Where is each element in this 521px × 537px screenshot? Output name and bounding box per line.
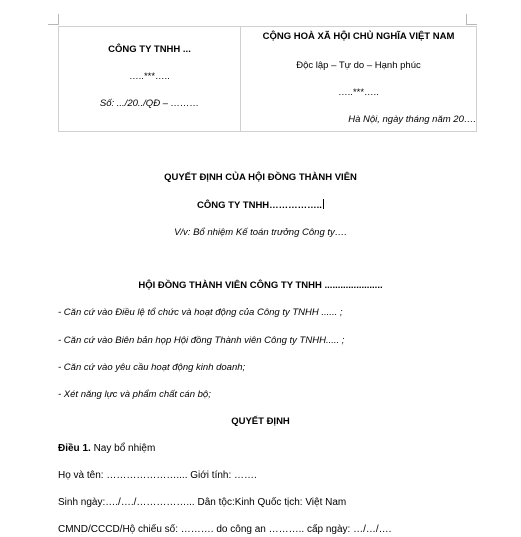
board-heading: HỘI ĐỒNG THÀNH VIÊN CÔNG TY TNHH ...................... bbox=[138, 280, 383, 291]
issue-date: Hà Nội, ngày tháng năm 20…. bbox=[348, 114, 476, 125]
header-table bbox=[58, 26, 477, 132]
stars-divider-left: …..***….. bbox=[129, 71, 170, 82]
article-1-label: Điều 1. bbox=[58, 443, 91, 454]
decision-title: QUYẾT ĐỊNH CỦA HỘI ĐỒNG THÀNH VIÊN bbox=[164, 172, 357, 183]
decision-company: CÔNG TY TNHH…………….. bbox=[197, 200, 322, 211]
crop-mark-top-right bbox=[466, 14, 477, 25]
field-line: Họ và tên: ………………….... Giới tính: ……. bbox=[58, 470, 257, 481]
stars-divider-right: …..***….. bbox=[338, 87, 379, 98]
basis-item: - Xét năng lực và phẩm chất cán bộ; bbox=[58, 389, 211, 400]
article-1 bbox=[58, 443, 155, 454]
decision-subject: V/v: Bổ nhiệm Kế toán trưởng Công ty…. bbox=[174, 227, 347, 238]
basis-item: - Căn cứ vào Điều lệ tổ chức và hoạt động của Công ty TNHH ...... ; bbox=[58, 307, 343, 318]
crop-mark-top-left bbox=[48, 14, 59, 25]
document-number: Số: .../20../QĐ – ……… bbox=[99, 98, 200, 109]
header-left-cell bbox=[59, 27, 241, 132]
field-line: CMND/CCCD/Hộ chiếu số: ………. do công an ……….. cấp ngày: …/…/…. bbox=[58, 524, 392, 535]
text-cursor bbox=[323, 199, 324, 209]
header-right-cell bbox=[241, 27, 477, 132]
decision-company-line bbox=[0, 199, 521, 211]
company-name: CÔNG TY TNHH ... bbox=[108, 44, 191, 55]
basis-item: - Căn cứ vào Biên bản họp Hội đồng Thành viên Công ty TNHH..... ; bbox=[58, 335, 345, 346]
nation-heading: CỘNG HOÀ XÃ HỘI CHỦ NGHĨA VIỆT NAM bbox=[262, 31, 455, 42]
decision-heading: QUYẾT ĐỊNH bbox=[231, 416, 290, 427]
field-line: Sinh ngày:…./…./……………... Dân tộc:Kinh Quốc tịch: Việt Nam bbox=[58, 497, 347, 508]
article-1-text: Nay bổ nhiệm bbox=[90, 443, 156, 454]
national-motto: Độc lập – Tự do – Hạnh phúc bbox=[296, 60, 421, 71]
basis-item: - Căn cứ vào yêu cầu hoạt động kinh doanh; bbox=[58, 362, 246, 373]
